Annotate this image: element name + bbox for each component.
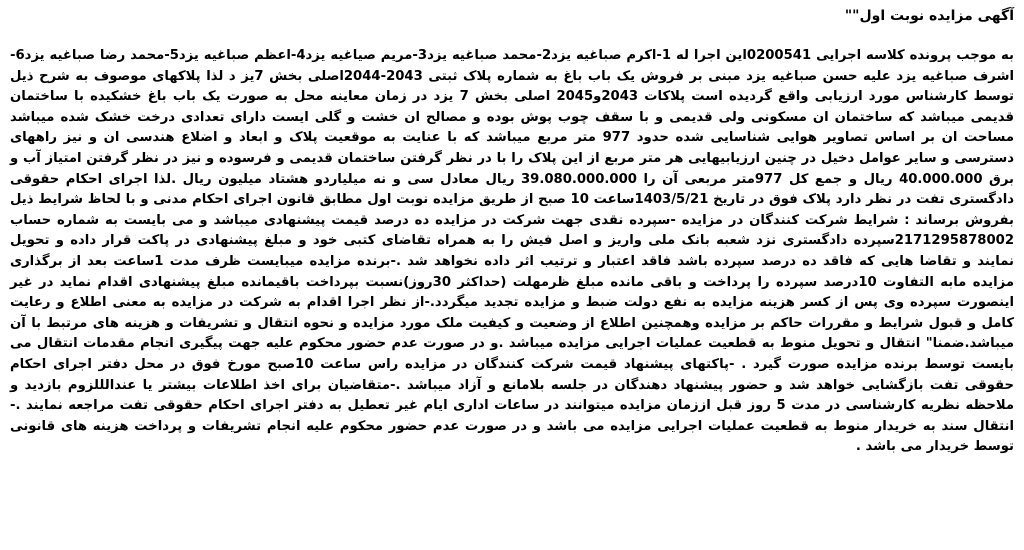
- notice-title: آگهی مزایده نوبت اول"": [844, 8, 1014, 24]
- notice-body: به موجب پرونده کلاسه اجرایی 0200541این اجرا له 1-اکرم صباغیه یزد2-محمد صباغیه یزد3-مریم صیاغیه یزد4-اعظم صباغیه یزد5-محمد رضا صباغیه یزد6-اشرف صباغیه یزد علیه حسن صباغیه یزد مبنی بر فروش یک باب باغ به شماره پلاک ثبتی 2043-2044اصلی بخش 7یز د لذا پلاکهای موصوف به شرح ذیل توسط کارشناس مورد ارزیابی واقع گردیده است پلاکات 2043و2045 اصلی بخش 7 یزد در زمان معاینه محل به صورت یک باب باغ خشکیده با ساختمان قدیمی میباشد که ساختمان ان مسکونی ولی قدیمی و با سقف چوب پوش بوده و مصالح ان خشت و گلی ایست دارای تعدادی درخت خشک شده میباشد مساحت ان بر اساس تصاویر هوایی شناسایی شده حدود 977 متر مربع میباشد که با عنایت به موقعیت پلاک و ابعاد و اضلاع هندسی ان و نیز راههای دسترسی و سایر عوامل دخیل در چنین ارزیابیهایی هر متر مربع از این پلاک را با در نظر گرفتن ساختمان قدیمی و فرسوده و نیز در نظر گرفتن امتیاز آب و برق 40.000.000 ریال و جمع کل 977متر مربعی آن را 39.080.000.000 ریال معادل سی و نه میلیاردو هشتاد میلیون ریال .لذا اجرای احکام حقوقی دادگستری تفت در نظر دارد پلاک فوق در تاریخ 1403/5/21ساعت 10 صبح از طریق مزایده نوبت اول مطابق قانون اجرای احکام مدنی و با لحاظ شرایط ذیل بفروش برساند : شرایط شرکت کنندگان در مزایده -سپرده نقدی جهت شرکت در مزایده ده درصد قیمت پیشنهادی میباشد و می بایست به شماره حساب 2171295878002سپرده دادگستری نزد شعبه بانک ملی واریز و اصل فیش را به همراه تقاضای کتبی خود و مبلغ پیشنهادی در پاکت قرار داده و تحویل نمایند و تقاضا هایی که فاقد ده درصد سپرده باشد فاقد اعتبار و ترتیب اثر داده نخواهد شد .-برنده مزایده میبایست ظرف مدت 1ساعت بعد از برگذاری مزایده مابه التفاوت 10درصد سپرده را پرداخت و باقی مانده مبلغ ظرمهلت (حداکثر 30روز)نسبت بپرداخت باقیمانده مبلغ پیشنهادی اقدام نماید در غیر اینصورت سپرده وی پس از کسر هزینه مزایده به نفع دولت ضبط و مزایده تجدید میگردد.-از نظر اجرا اقدام به شرکت در مزایده به معنی اطلاع و رعایت کامل و قبول شرایط و مقررات حاکم بر مزایده وهمچنین اطلاع از وضعیت و کیفیت ملک مورد مزایده و نحوه انتقال و تشریفات و هزینه های مرتبط با آن میباشد.ضمنا" انتقال و تحویل منوط به قطعیت عملیات اجرایی مزایده میباشد .و در صورت عدم حضور محکوم علیه جهت پیگیری انجام مقدمات انتقال می بایست توسط برنده مزایده صورت گیرد . -پاکتهای پیشنهاد قیمت شرکت کنندگان در مزایده راس ساعت 10صبح مورخ فوق در محل دفتر اجرای احکام حقوقی تفت بازگشایی خواهد شد و حضور پیشنهاد دهندگان در جلسه بلامانع و آزاد میباشد .-متقاضیان برای اخذ اطلاعات بیشتر یا عندالللزوم بازدید و ملاحظه نظریه کارشناسی در مدت 5 روز قبل اززمان مزایده میتوانند در ساعات اداری ایام غیر تعطیل به دفتر اجرای احکام حقوقی تفت مراجعه نمایند .-انتقال سند به خریدار منوط به قطعیت عملیات اجرایی مزایده می باشد و در صورت عدم حضور محکوم علیه انجام تشریفات و پرداخت هزینه های قانونی توسط خریدار می باشد .: [10, 48, 1014, 455]
